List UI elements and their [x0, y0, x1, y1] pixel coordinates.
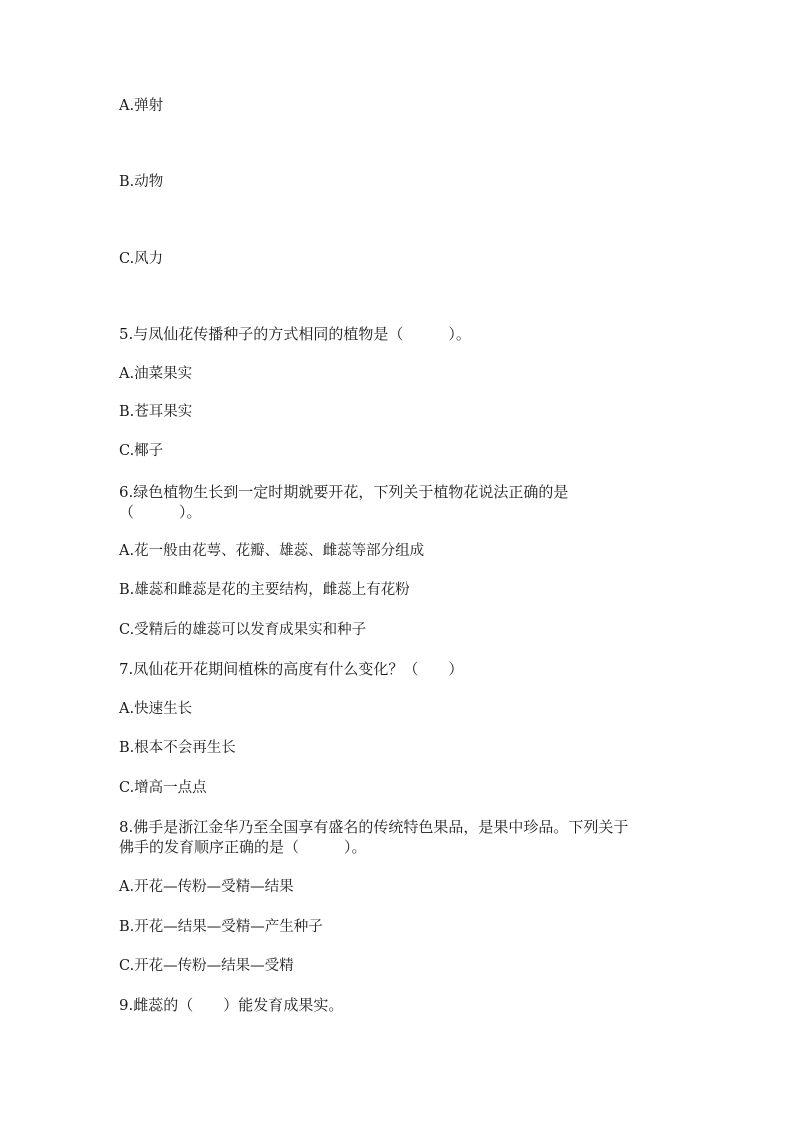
question-6-line-2: （ ）。: [119, 503, 202, 521]
q5-option-c: C.椰子: [119, 443, 164, 459]
question-8-line-2: 佛手的发育顺序正确的是（ ）。: [119, 838, 367, 856]
question-8-line-1: 8.佛手是浙江金华乃至全国享有盛名的传统特色果品，是果中珍品。下列关于: [119, 818, 629, 836]
option-c-wind: C.风力: [119, 251, 164, 267]
q8-option-c: C.开花—传粉—结果—受精: [119, 958, 294, 974]
q6-option-b: B.雄蕊和雌蕊是花的主要结构，雌蕊上有花粉: [119, 582, 410, 598]
q8-option-a: A.开花—传粉—受精—结果: [119, 879, 294, 895]
question-5: 5.与凤仙花传播种子的方式相同的植物是（ ）。: [119, 325, 471, 343]
question-9: 9.雌蕊的（ ）能发育成果实。: [119, 996, 344, 1014]
q7-option-c: C.增高一点点: [119, 780, 207, 796]
option-a-ejection: A.弹射: [119, 98, 164, 114]
question-7: 7.凤仙花开花期间植株的高度有什么变化？（ ）: [119, 660, 464, 678]
q8-option-b: B.开花—结果—受精—产生种子: [119, 919, 323, 935]
q6-option-c: C.受精后的雄蕊可以发育成果实和种子: [119, 622, 367, 638]
q7-option-a: A.快速生长: [119, 701, 193, 717]
option-b-animal: B.动物: [119, 174, 164, 190]
q7-option-b: B.根本不会再生长: [119, 740, 236, 756]
q6-option-a: A.花一般由花萼、花瓣、雄蕊、雌蕊等部分组成: [119, 543, 425, 559]
q5-option-b: B.苍耳果实: [119, 404, 193, 420]
q5-option-a: A.油菜果实: [119, 366, 193, 382]
question-6-line-1: 6.绿色植物生长到一定时期就要开花，下列关于植物花说法正确的是: [119, 483, 569, 501]
